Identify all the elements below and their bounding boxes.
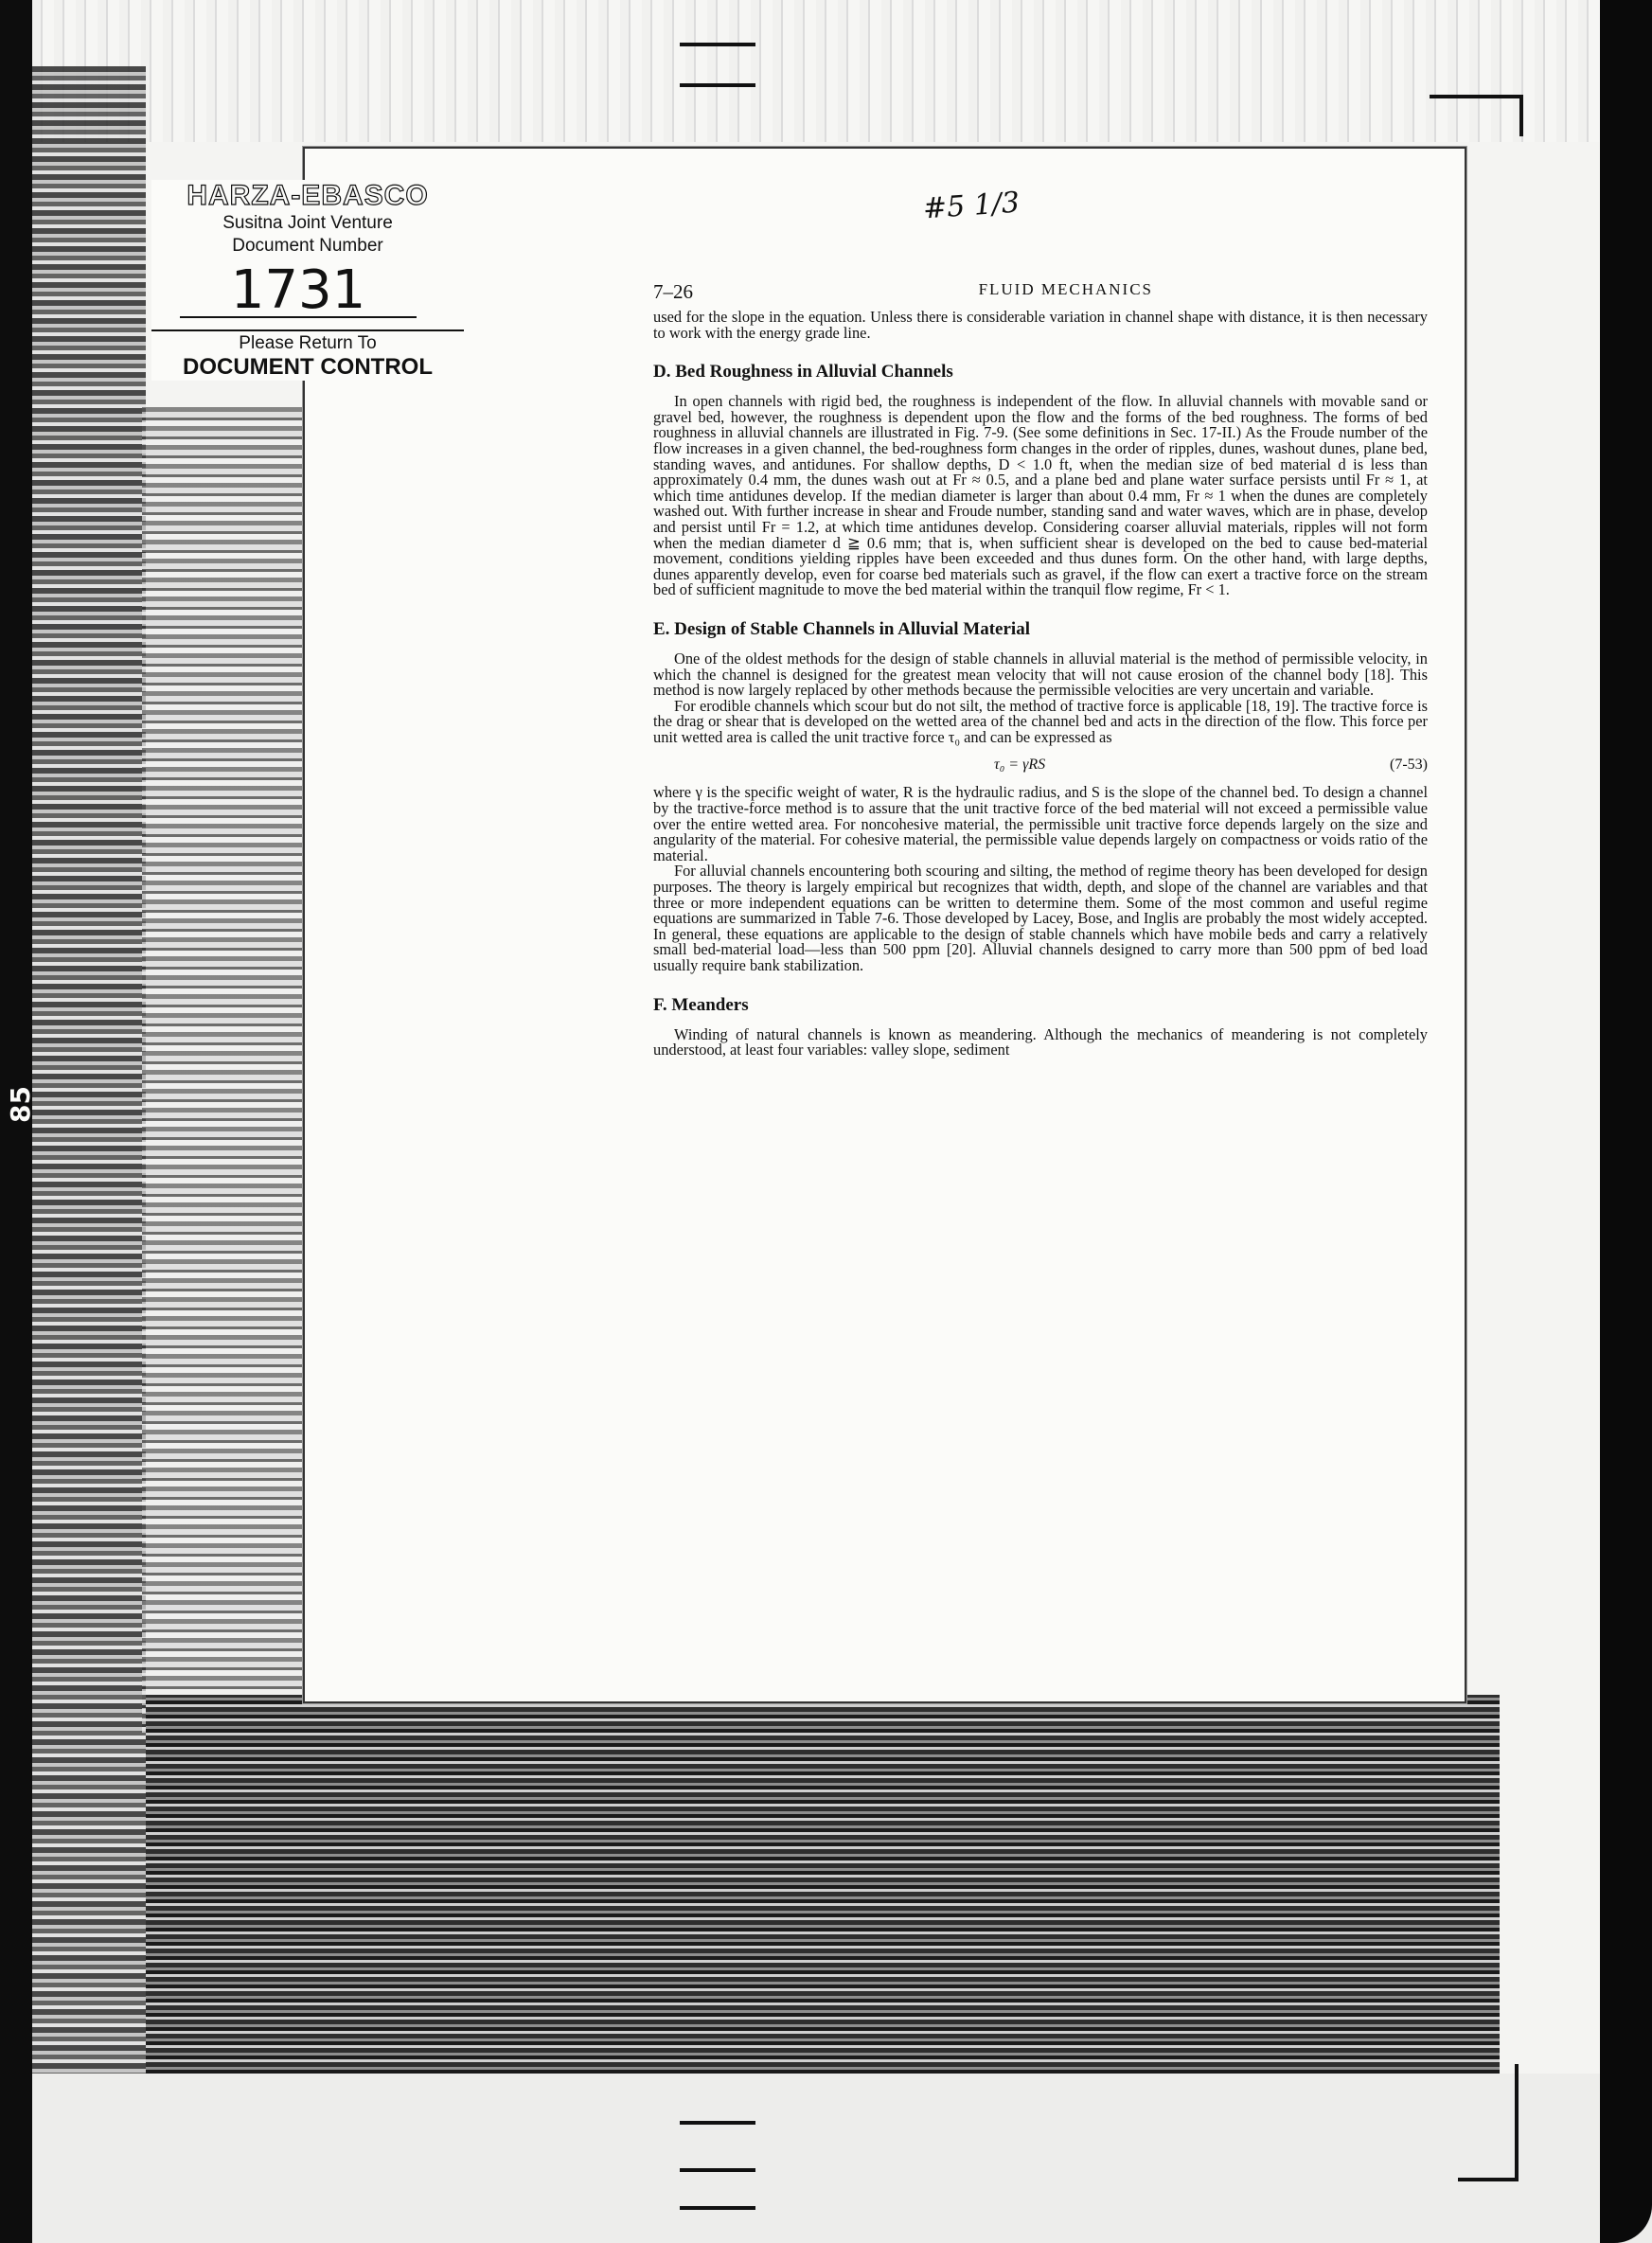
scan-bottom-margin [32,2074,1652,2243]
page-header [653,280,1428,304]
section-e-paragraph-4: For alluvial channels encountering both scouring and silting, the method of regime theory has been developed for design purposes. The theory is largely empirical but recognizes that width, depth, and slope of the channel are variables and that three or more independent equations can be written to determine them. Some of the most common and useful regime equations are summarized in Table 7-6. Those developed by Lacey, Bose, and Inglis are probably the most widely accepted. In general, these equations are applicable to the design of stable channels which have mobile beds and carry a relatively small bed-material load—less than 500 ppm [20]. Alluvial channels designed to carry more than 500 ppm of bed load usually require bank stabilization. [653,862,1428,974]
equation-7-53 [653,757,1428,774]
section-f-paragraph: Winding of natural channels is known as meandering. Although the mechanics of meandering is not completely understood, at least four variables: valley slope, sediment [653,1024,1428,1059]
stamp-document-number: 1731 [180,265,417,318]
section-e-paragraph-1: One of the oldest methods for the design of stable channels in alluvial material is the method of permissible velocity, in which the channel is designed for the greatest mean velocity that will not cause erosion of the channel body [18]. This method is now largely replaced by other methods because the permissible velocities are very uncertain and variable. [653,649,1428,700]
section-e-paragraph-3: where γ is the specific weight of water, R is the hydraulic radius, and S is the slope of the channel bed. To design a channel by the tractive-force method is to assure that the unit tractive force of the bed material will not exceed a permissible value over the entire wetted area. For noncohesive material, the permissible unit tractive force depends largely on the size and angularity of the material. For cohesive material, the permissible value depends largely on compactness or voids ratio of the material. [653,783,1428,864]
intro-paragraph: used for the slope in the equation. Unless there is considerable variation in channel shape with distance, it is then necessary to work with the energy grade line. [653,308,1428,342]
section-e-heading: E. Design of Stable Channels in Alluvial Material [653,618,1030,639]
side-mark: 85 [4,1086,36,1123]
stamp-return: Please Return To [151,329,464,354]
equation-number: (7-53) [1390,757,1428,774]
scan-tick-mark [680,2206,755,2210]
crop-mark-top-right [1430,95,1523,136]
stamp-line2: Document Number [232,236,383,256]
section-e-paragraph-2: For erodible channels which scour but do not silt, the method of tractive force is applicable [18, 19]. The tractive force is the drag or shear that is developed on the wetted area of the channel bed and acts in the direction of the flow. This force per unit wetted area is called the unit tractive force τ₀ and can be expressed as [653,696,1428,746]
scan-tick-mark [680,43,755,46]
section-f-heading: F. Meanders [653,994,749,1015]
stamp-line1: Susitna Joint Venture [222,213,393,233]
equation-text: τ₀ = γRS [994,757,1046,774]
page-content [653,280,1428,1059]
scan-left-noise [32,66,146,2149]
running-head: FLUID MECHANICS [978,280,1153,298]
scan-right-border [1600,0,1652,2243]
handwritten-note: #5 1/3 [921,186,1021,226]
scan-top-margin [32,0,1652,142]
page-number: 7–26 [653,280,693,303]
document-control-stamp [151,180,464,381]
scan-tick-mark [680,2168,755,2172]
section-d-heading: D. Bed Roughness in Alluvial Channels [653,362,953,383]
stamp-company: HARZA-EBASCO [187,180,429,211]
scan-tick-mark [680,2121,755,2125]
section-d-paragraph: In open channels with rigid bed, the roughness is independent of the flow. In alluvial channels with movable sand or gravel bed, however, the roughness is dependent upon the flow and the forms of the bed roughness. The forms of bed roughness in alluvial channels are illustrated in Fig. 7-9. (See some definitions in Sec. 17-II.) As the Froude number of the flow increases in a given channel, the bed-roughness form changes in the order of ripples, dunes, washout dunes, plane bed, standing waves, and antidunes. For shallow depths, D < 1.0 ft, when the median size of bed material d is less than approximately 0.4 mm, the dunes wash out at Fr ≈ 0.5, and a plane bed and plane water surface persists until Fr ≈ 1, at which time antidunes develop. If the median diameter is larger than about 0.4 mm, Fr ≈ 1 when the dunes are completely washed out. With further increase in shear and Froude number, standing sand and water waves, which are in phase, develop and persist until Fr = 1.2, at which time antidunes develop. Considering coarser alluvial materials, ripples will not form when the median diameter d ≧ 0.6 mm; that is, when sufficient shear is developed on the bed to cause bed-material movement, conditions yielding ripples have been exceeded and thus dunes form. On the other hand, with large depths, dunes apparently develop, even for coarse bed materials such as gravel, if the flow can exert a tractive force on the stream bed of sufficient magnitude to move the bed material within the tranquil flow regime, Fr < 1. [653,392,1428,599]
crop-mark-bottom-right [1458,2064,1519,2181]
scan-bottom-noise [146,1695,1500,2074]
stamp-control: DOCUMENT CONTROL [183,354,433,380]
scan-tick-mark [680,83,755,87]
